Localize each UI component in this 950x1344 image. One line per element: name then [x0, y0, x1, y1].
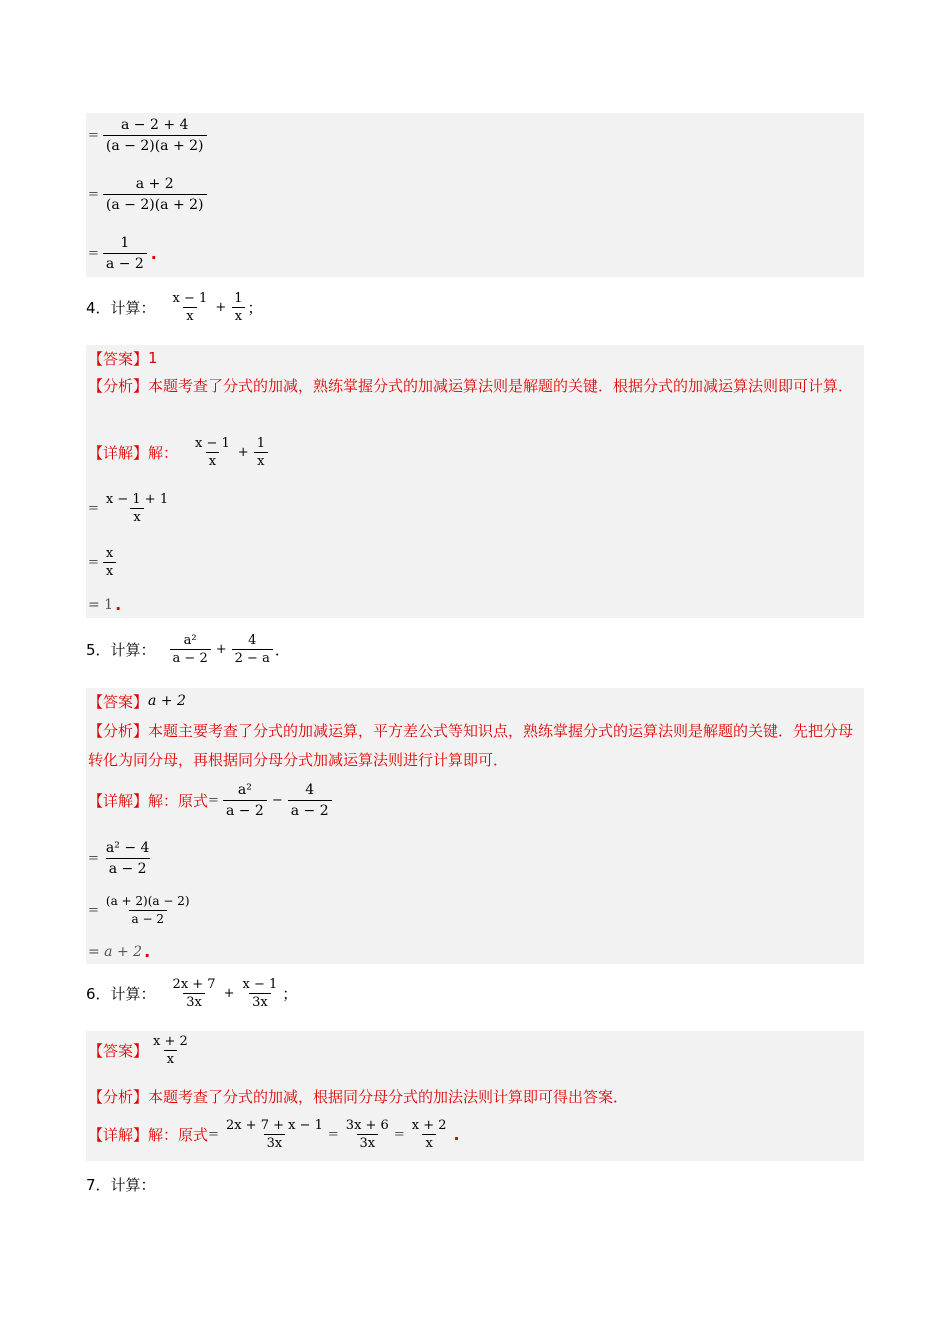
analysis-paragraph: 【分析】本题考查了分式的加减，根据同分母分式的加法法则计算即可得出答案． — [88, 1088, 629, 1106]
fraction: $\frac{a + 2}{(a - 2)(a + 2)}$ — [103, 174, 207, 215]
answer-value: a + 2 — [148, 693, 186, 709]
fraction: $\frac{x + 2}{x}$ — [411, 1118, 447, 1151]
answer-fraction: $\frac{x + 2}{x}$ — [153, 1034, 188, 1067]
fraction: $\frac{x - 1 + 1}{x}$ — [105, 492, 169, 525]
q4-solution-block — [86, 345, 864, 618]
fraction: $\frac{x - 1}{x}$ — [195, 436, 230, 469]
detail-step-2: = $\frac{(a + 2)(a - 2)}{a - 2}$ — [88, 893, 195, 928]
equals-sign: = — [88, 246, 99, 261]
fraction: $\frac{(a + 2)(a - 2)}{a - 2}$ — [105, 894, 190, 926]
detail-step-1: = $\frac{x - 1 + 1}{x}$ — [88, 491, 173, 526]
fraction: $\frac{1}{a - 2}$ — [103, 233, 147, 274]
prev-step-1 — [88, 115, 209, 156]
fraction: $\frac{2x + 7 + x - 1}{3x}$ — [225, 1118, 323, 1151]
question-7 — [86, 1174, 156, 1195]
question-label: 4．计算： — [86, 299, 156, 317]
fraction: $\frac{1}{x}$ — [254, 435, 268, 470]
prev-step-2 — [88, 174, 209, 215]
answer-line: 【答案】 $\frac{x + 2}{x}$ — [88, 1033, 193, 1068]
detail-line: 【详解】 解：原式 = $\frac{\text{a²}}{a - 2}$ − $\frac{4}{a - 2}$ — [88, 780, 334, 821]
fraction: $\frac{\text{a²}}{a - 2}$ — [223, 780, 267, 821]
answer-value: 1 — [148, 349, 158, 367]
question-4: 4．计算： $\frac{x - 1}{x}$ + $\frac{1}{x}$ ； — [86, 291, 263, 324]
detail-line: 【详解】 解： $\frac{x - 1}{x}$ + $\frac{1}{x}$ — [88, 435, 270, 470]
prev-step-3: = $\frac{1}{a - 2}$ . — [88, 235, 157, 272]
fraction: $\frac{x - 1}{3x}$ — [242, 977, 278, 1010]
analysis-paragraph: 【分析】本题考查了分式的加减，熟练掌握分式的加减运算法则是解题的关键．根据分式的加减运算法则即可计算． — [88, 377, 854, 395]
fraction: $\frac{\text{a²}}{a - 2}$ — [170, 632, 211, 667]
question-label: 6．计算： — [86, 985, 156, 1003]
fraction: $\frac{1}{x}$ — [231, 290, 245, 325]
fraction: $\frac{3x + 6}{3x}$ — [345, 1118, 389, 1151]
q6-solution-block — [86, 1031, 864, 1161]
equals-sign: = — [88, 128, 99, 143]
question-label: 5．计算： — [86, 641, 156, 659]
detail-step-2: = $\frac{x}{x}$ — [88, 545, 118, 580]
detail-line: 【详解】 解：原式 = $\frac{2x + 7 + x - 1}{3x}$ = $\frac{3x + 6}{3x}$ = $\frac{x + 2}{x}$ . — [88, 1118, 460, 1151]
fraction: $\frac{x - 1}{x}$ — [172, 291, 208, 324]
fraction: $\frac{4}{a - 2}$ — [288, 780, 332, 821]
q5-solution-block — [86, 688, 864, 964]
prev-solution-block — [86, 113, 864, 277]
detail-step-1: = $\frac{\text{a² − 4}}{a - 2}$ — [88, 838, 154, 879]
fraction: $\frac{4}{2 - a}$ — [232, 632, 273, 667]
detail-step-3: = 1 . — [88, 595, 122, 614]
fraction: $\frac{x}{x}$ — [103, 545, 116, 580]
question-label: 7．计算： — [86, 1176, 156, 1194]
fraction: $\frac{a - 2 + 4}{(a - 2)(a + 2)}$ — [103, 115, 207, 156]
fraction: $\frac{2x + 7}{3x}$ — [172, 977, 216, 1010]
answer-line: 【答案】 1 — [88, 349, 158, 368]
fraction: $\frac{\text{a² − 4}}{a - 2}$ — [105, 840, 150, 877]
question-6: 6．计算： $\frac{2x + 7}{3x}$ + $\frac{x - 1}{3x}$ ； — [86, 977, 298, 1010]
analysis-paragraph: 【分析】本题主要考查了分式的加减运算，平方差公式等知识点，熟练掌握分式的运算法则是解题的关键．先把分母转化为同分母，再根据同分母分式加减运算法则进行计算即可． — [88, 722, 854, 769]
detail-step-3: = a + 2 . — [88, 942, 151, 961]
equals-sign: = — [88, 187, 99, 202]
answer-line: 【答案】 a + 2 — [88, 692, 186, 711]
question-5: 5．计算： $\frac{\text{a²}}{a - 2}$ + $\frac{4}{2 - a}$ ． — [86, 633, 290, 666]
